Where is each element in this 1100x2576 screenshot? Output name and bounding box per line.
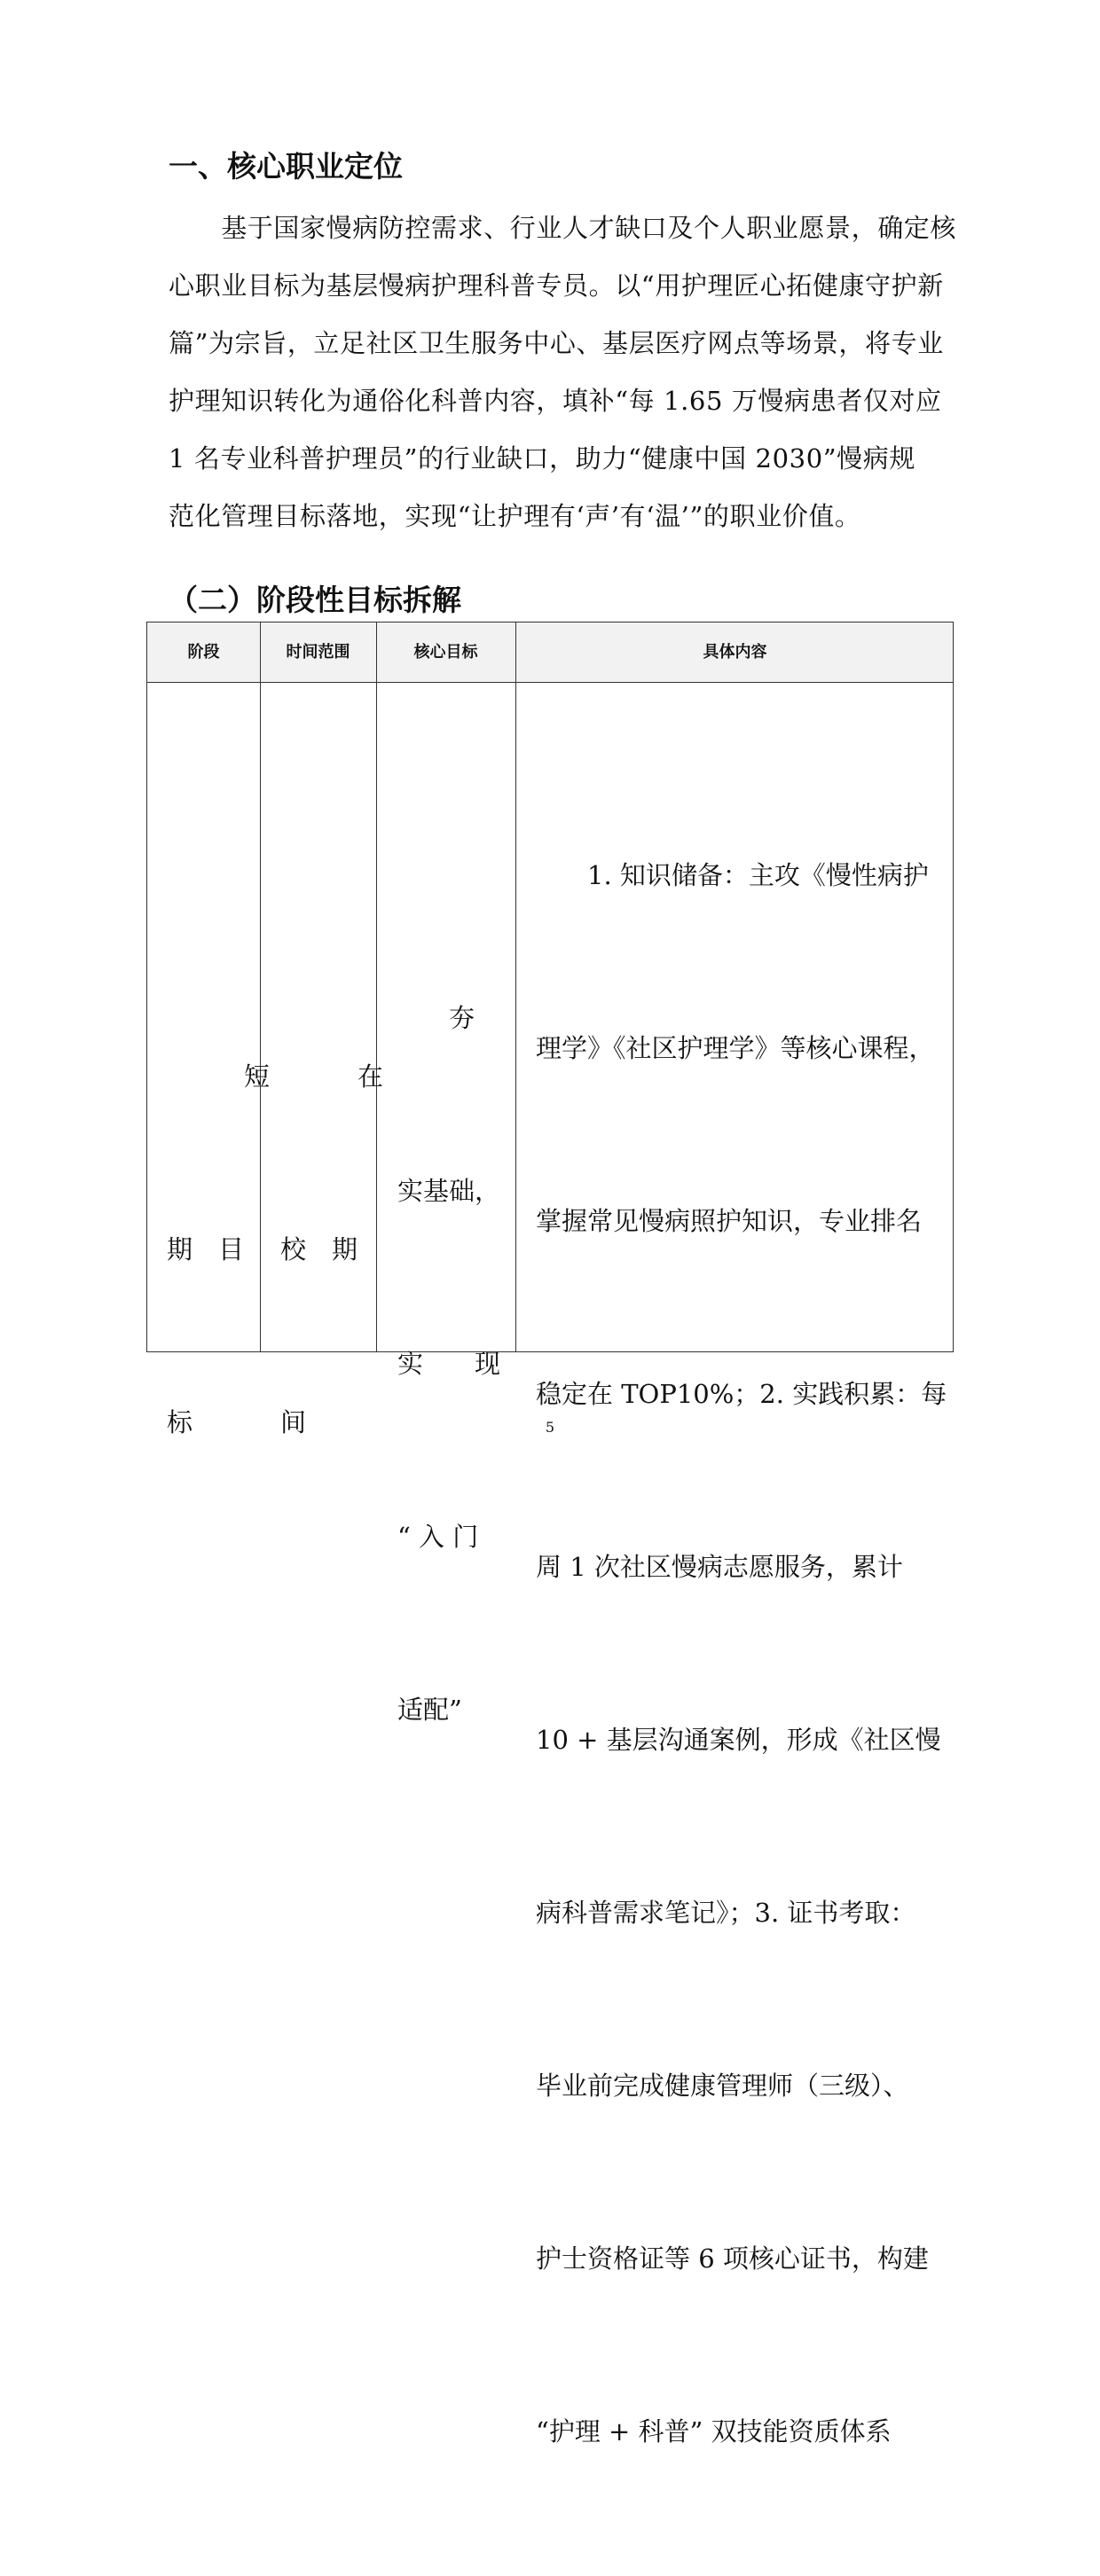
- cell-core-goal: [397, 874, 500, 1854]
- cell-line: 毕业前完成健康管理师（三级）、: [536, 2071, 909, 2101]
- cell-line: 实基础，: [397, 1176, 501, 1206]
- header-core-goal: 核心目标: [413, 643, 478, 662]
- column-divider: [515, 622, 516, 1351]
- cell-details: [536, 732, 947, 2576]
- cell-line: 稳定在 TOP10%；2. 实践积累：每: [536, 1379, 947, 1409]
- cell-line: 间: [280, 1407, 307, 1437]
- cell-line: 1. 知识储备：主攻《慢性病护: [536, 860, 929, 890]
- header-details: 具体内容: [703, 643, 767, 662]
- cell-line: 夯: [397, 1003, 475, 1033]
- cell-line: 在: [280, 1061, 384, 1092]
- cell-line: 理学》《社区护理学》等核心课程，: [536, 1033, 935, 1063]
- cell-line: 10 + 基层沟通案例，形成《社区慢: [536, 1725, 941, 1755]
- cell-line: 掌握常见慢病照护知识，专业排名: [536, 1206, 923, 1236]
- cell-line: 周 1 次社区慢病志愿服务，累计: [536, 1552, 903, 1582]
- cell-line: “护理 + 科普” 双技能资质体系: [536, 2416, 892, 2447]
- cell-line: 病科普需求笔记》；3. 证书考取：: [536, 1898, 916, 1928]
- cell-line: 实 现: [397, 1349, 501, 1379]
- section-heading-career-positioning: 一、核心职业定位: [169, 149, 403, 184]
- cell-line: 标: [167, 1407, 193, 1437]
- paragraph-line: 篇”为宗旨，立足社区卫生服务中心、基层医疗网点等场景，将专业: [169, 328, 944, 358]
- paragraph-line: 基于国家慢病防控需求、行业人才缺口及个人职业愿景，确定核: [169, 213, 957, 243]
- stage-goals-table: [146, 622, 954, 2447]
- header-stage: 阶段: [187, 643, 220, 662]
- header-time-range: 时间范围: [286, 643, 350, 662]
- paragraph-line: 1 名专业科普护理员”的行业缺口，助力“健康中国 2030”慢病规: [169, 443, 915, 474]
- cell-line: 适配”: [397, 1695, 462, 1725]
- paragraph-line: 范化管理目标落地，实现“让护理有‘声’有‘温’”的职业价值。: [169, 501, 861, 531]
- cell-stage: [167, 933, 270, 1567]
- career-positioning-paragraph: [169, 200, 957, 545]
- cell-line: 期 目: [167, 1234, 245, 1265]
- cell-time-range: [280, 933, 383, 1567]
- cell-line: 护士资格证等 6 项核心证书，构建: [536, 2243, 929, 2274]
- paragraph-line: 护理知识转化为通俗化科普内容，填补“每 1.65 万慢病患者仅对应: [169, 386, 942, 416]
- page-number: 5: [545, 1419, 555, 1436]
- cell-line: 校 期: [280, 1234, 358, 1265]
- cell-line: “ 入 门: [397, 1522, 479, 1552]
- paragraph-line: 心职业目标为基层慢病护理科普专员。以“用护理匠心拓健康守护新: [169, 270, 944, 301]
- section-heading-stage-goals: （二）阶段性目标拆解: [169, 583, 461, 617]
- cell-line: 短: [167, 1061, 271, 1092]
